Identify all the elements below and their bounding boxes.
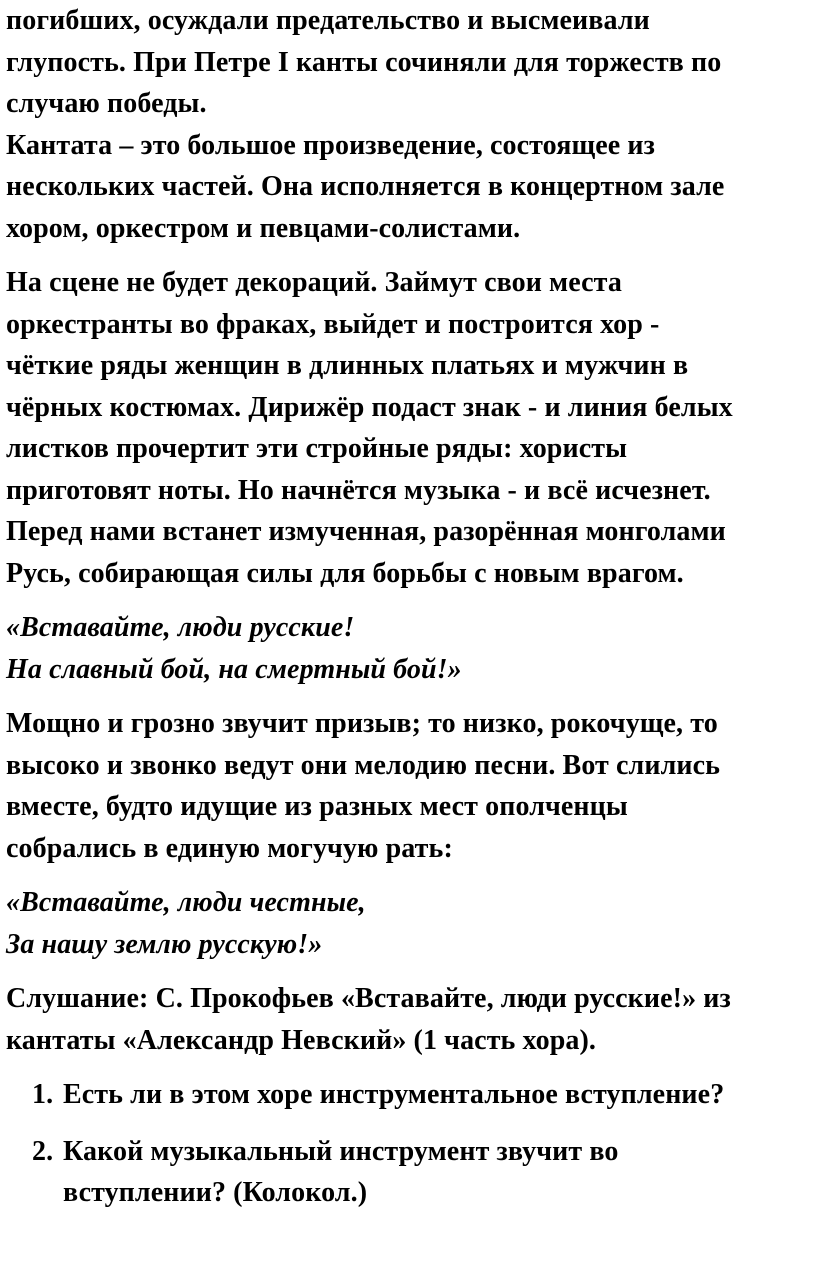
question-item [6, 1131, 816, 1214]
question-item [6, 1074, 816, 1116]
text-line: погибших, осуждали предательство и высмеивали [6, 5, 650, 36]
question-text: Есть ли в этом хоре инструментальное вступление? [63, 1079, 725, 1110]
quote-vstavaite-chestnye [6, 882, 816, 965]
quote-line: За нашу землю русскую!» [6, 928, 323, 960]
paragraph-stage-description [6, 262, 816, 594]
questions-list [6, 1074, 816, 1214]
text-line: нескольких частей. Она исполняется в концертном зале [6, 171, 725, 202]
question-text: Какой музыкальный инструмент звучит во [63, 1135, 619, 1167]
text-line: чёткие ряды женщин в длинных платьях и мужчин в [6, 350, 689, 381]
text-line: Слушание: С. Прокофьев «Вставайте, люди русские!» из [6, 983, 731, 1014]
text-line: листков прочертит эти стройные ряды: хористы [6, 433, 628, 464]
text-line: Кантата – это большое произведение, состоящее из [6, 129, 655, 161]
text-line: вместе, будто идущие из разных мест ополченцы [6, 791, 628, 822]
paragraph-kantata-intro [6, 0, 816, 249]
paragraph-call-description [6, 703, 816, 869]
text-line: На сцене не будет декораций. Займут свои места [6, 267, 622, 298]
text-line: высоко и звонко ведут они мелодию песни. Вот слились [6, 749, 721, 781]
paragraph-listening-task [6, 978, 816, 1061]
quote-line: «Вставайте, люди русские! [6, 612, 355, 643]
text-line: приготовят ноты. Но начнётся музыка - и всё исчезнет. [6, 474, 711, 506]
question-text: вступлении? (Колокол.) [63, 1177, 368, 1208]
text-line: оркестранты во фраках, выйдет и построится хор - [6, 308, 660, 340]
quote-vstavaite-russkie [6, 607, 816, 690]
text-line: Перед нами встанет измученная, разорённая монголами [6, 516, 726, 547]
text-line: Русь, собирающая силы для борьбы с новым врагом. [6, 557, 684, 589]
text-line: Мощно и грозно звучит призыв; то низко, рокочуще, то [6, 708, 718, 739]
question-number: 2. [32, 1135, 54, 1167]
text-line: глупость. При Петре I канты сочиняли для торжеств по [6, 46, 722, 78]
text-line: собрались в единую могучую рать: [6, 832, 453, 864]
text-line: кантаты «Александр Невский» (1 часть хора). [6, 1024, 596, 1056]
text-line: случаю победы. [6, 88, 207, 119]
text-line: хором, оркестром и певцами-солистами. [6, 212, 521, 244]
question-number: 1. [32, 1079, 54, 1110]
quote-line: На славный бой, на смертный бой!» [6, 653, 462, 685]
quote-line: «Вставайте, люди честные, [6, 887, 366, 918]
text-line: чёрных костюмах. Дирижёр подаст знак - и линия белых [6, 391, 733, 423]
